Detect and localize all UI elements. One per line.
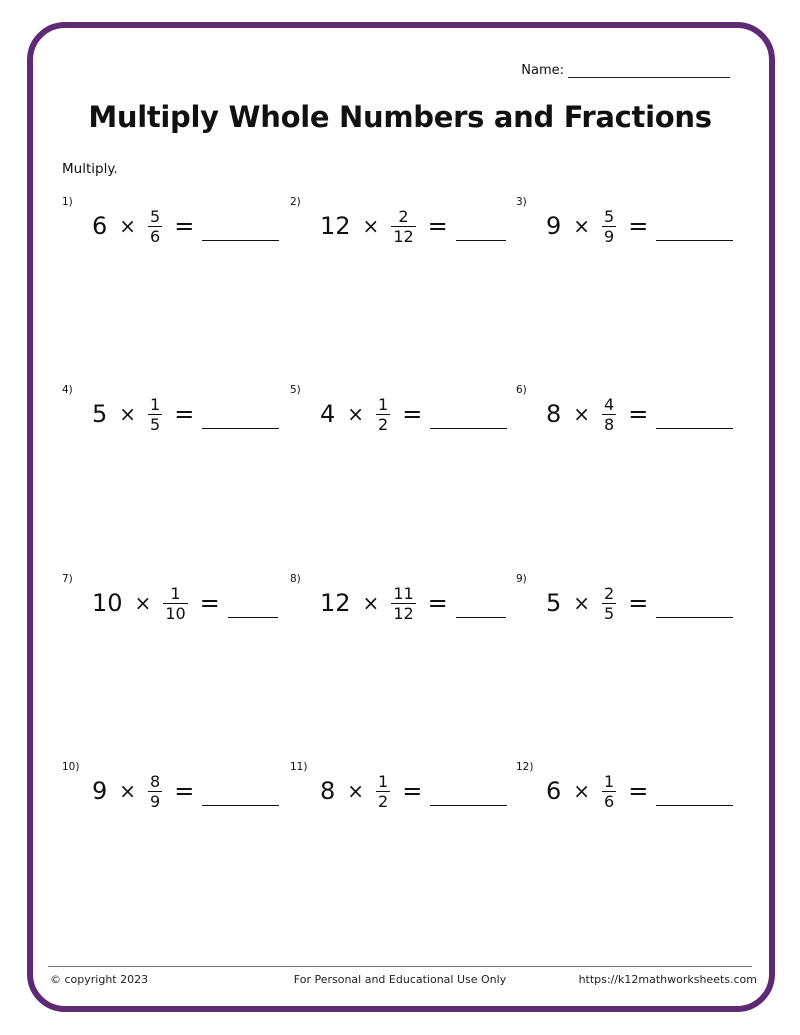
problem-expression	[546, 767, 733, 815]
whole-number: 6	[546, 777, 562, 805]
whole-number: 8	[546, 400, 562, 428]
problem-number: 10)	[62, 761, 80, 773]
fraction	[148, 207, 162, 246]
fraction	[376, 395, 390, 434]
times-sign: ×	[573, 779, 591, 803]
answer-blank[interactable]	[202, 804, 279, 806]
problem-3	[516, 196, 736, 266]
fraction	[602, 772, 616, 811]
problem-12	[516, 761, 736, 831]
whole-number: 6	[92, 212, 108, 240]
problem-expression	[92, 390, 279, 438]
times-sign: ×	[573, 402, 591, 426]
equals-sign: =	[402, 400, 423, 428]
denominator: 5	[150, 414, 161, 434]
problem-expression	[92, 767, 279, 815]
problem-1	[62, 196, 282, 266]
numerator: 1	[378, 771, 389, 791]
problem-expression	[92, 579, 278, 627]
denominator: 6	[604, 791, 615, 811]
numerator: 2	[604, 583, 615, 603]
problem-expression	[92, 202, 279, 250]
whole-number: 10	[92, 589, 123, 617]
problem-expression	[546, 579, 733, 627]
problem-7	[62, 573, 282, 643]
times-sign: ×	[347, 779, 365, 803]
whole-number: 4	[320, 400, 336, 428]
problem-expression	[320, 390, 507, 438]
name-label: Name:	[521, 63, 564, 78]
denominator: 6	[150, 226, 161, 246]
instruction-text: Multiply.	[62, 161, 118, 177]
problem-number: 11)	[290, 761, 308, 773]
answer-blank[interactable]	[430, 427, 507, 429]
fraction	[391, 207, 415, 246]
times-sign: ×	[573, 591, 591, 615]
answer-blank[interactable]	[456, 616, 506, 618]
problem-9	[516, 573, 736, 643]
denominator: 9	[604, 226, 615, 246]
page-border	[27, 22, 775, 1012]
problem-number: 12)	[516, 761, 534, 773]
copyright-text: © copyright 2023	[50, 973, 149, 986]
answer-blank[interactable]	[656, 239, 733, 241]
equals-sign: =	[402, 777, 423, 805]
numerator: 4	[604, 394, 615, 414]
numerator: 5	[150, 206, 161, 226]
denominator: 5	[604, 603, 615, 623]
problem-6	[516, 384, 736, 454]
answer-blank[interactable]	[202, 239, 279, 241]
numerator: 8	[150, 771, 161, 791]
equals-sign: =	[628, 589, 649, 617]
problem-8	[290, 573, 510, 643]
problem-expression	[320, 202, 506, 250]
problem-expression	[546, 202, 733, 250]
fraction	[391, 584, 415, 623]
answer-blank[interactable]	[202, 427, 279, 429]
website-link[interactable]: https://k12mathworksheets.com	[578, 973, 757, 986]
problem-4	[62, 384, 282, 454]
problem-number: 8)	[290, 573, 301, 585]
numerator: 11	[393, 583, 414, 603]
denominator: 2	[378, 791, 389, 811]
problem-number: 1)	[62, 196, 73, 208]
problem-number: 9)	[516, 573, 527, 585]
numerator: 1	[378, 394, 389, 414]
times-sign: ×	[362, 214, 380, 238]
denominator: 8	[604, 414, 615, 434]
times-sign: ×	[119, 402, 137, 426]
name-blank[interactable]	[568, 65, 730, 78]
times-sign: ×	[119, 779, 137, 803]
problem-11	[290, 761, 510, 831]
equals-sign: =	[174, 212, 195, 240]
problem-expression	[320, 767, 507, 815]
answer-blank[interactable]	[656, 427, 733, 429]
whole-number: 5	[92, 400, 108, 428]
problem-5	[290, 384, 510, 454]
equals-sign: =	[174, 400, 195, 428]
problem-number: 6)	[516, 384, 527, 396]
whole-number: 9	[92, 777, 108, 805]
problem-expression	[320, 579, 506, 627]
problem-number: 4)	[62, 384, 73, 396]
denominator: 2	[378, 414, 389, 434]
numerator: 1	[150, 394, 161, 414]
equals-sign: =	[628, 400, 649, 428]
worksheet-title: Multiply Whole Numbers and Fractions	[88, 100, 712, 134]
whole-number: 9	[546, 212, 562, 240]
problem-expression	[546, 390, 733, 438]
times-sign: ×	[362, 591, 380, 615]
fraction	[163, 584, 187, 623]
denominator: 10	[165, 603, 186, 623]
fraction	[602, 395, 616, 434]
numerator: 2	[398, 206, 409, 226]
equals-sign: =	[628, 212, 649, 240]
whole-number: 8	[320, 777, 336, 805]
name-field	[521, 63, 730, 78]
usage-notice: For Personal and Educational Use Only	[293, 973, 507, 986]
times-sign: ×	[347, 402, 365, 426]
numerator: 5	[604, 206, 615, 226]
fraction	[602, 584, 616, 623]
answer-blank[interactable]	[656, 804, 733, 806]
fraction	[376, 772, 390, 811]
problem-number: 7)	[62, 573, 73, 585]
problem-number: 5)	[290, 384, 301, 396]
equals-sign: =	[199, 589, 220, 617]
problem-2	[290, 196, 510, 266]
fraction	[148, 395, 162, 434]
problem-number: 3)	[516, 196, 527, 208]
times-sign: ×	[573, 214, 591, 238]
footer-divider	[48, 966, 752, 967]
whole-number: 12	[320, 212, 351, 240]
equals-sign: =	[427, 589, 448, 617]
denominator: 12	[393, 226, 414, 246]
equals-sign: =	[427, 212, 448, 240]
fraction	[602, 207, 616, 246]
answer-blank[interactable]	[430, 804, 507, 806]
answer-blank[interactable]	[456, 239, 506, 241]
problem-number: 2)	[290, 196, 301, 208]
whole-number: 12	[320, 589, 351, 617]
answer-blank[interactable]	[228, 616, 278, 618]
whole-number: 5	[546, 589, 562, 617]
equals-sign: =	[628, 777, 649, 805]
denominator: 9	[150, 791, 161, 811]
numerator: 1	[170, 583, 181, 603]
times-sign: ×	[134, 591, 152, 615]
equals-sign: =	[174, 777, 195, 805]
answer-blank[interactable]	[656, 616, 733, 618]
problem-10	[62, 761, 282, 831]
times-sign: ×	[119, 214, 137, 238]
denominator: 12	[393, 603, 414, 623]
numerator: 1	[604, 771, 615, 791]
fraction	[148, 772, 162, 811]
